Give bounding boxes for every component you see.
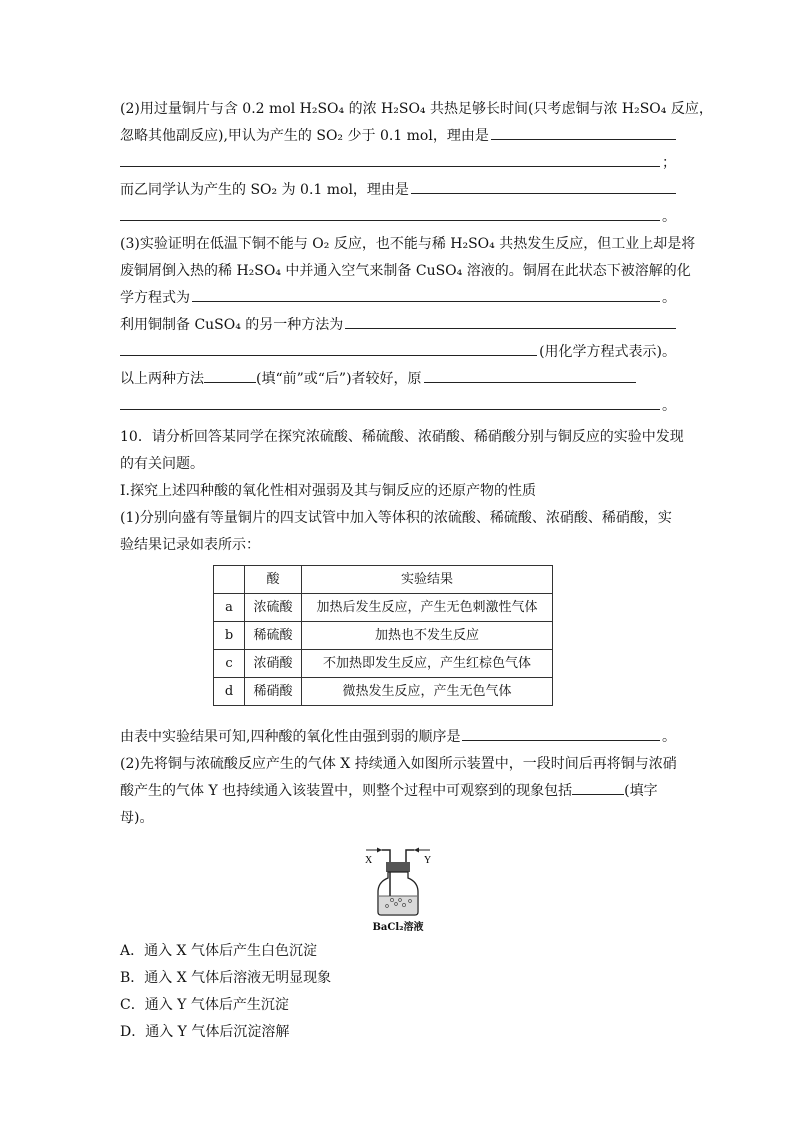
answer-blank[interactable] xyxy=(491,123,676,140)
figure-caption: BaCl₂溶液 xyxy=(372,922,424,933)
table-cell: b xyxy=(214,622,245,650)
q10-sub1-line-1: (1)分别向盛有等量铜片的四支试管中加入等体积的浓硫酸、稀硫酸、浓硝酸、稀硝酸，实 xyxy=(120,510,672,526)
table-row xyxy=(214,622,553,650)
option-d[interactable]: D．通入 Y 气体后沉淀溶解 xyxy=(120,1024,290,1040)
answer-blank[interactable] xyxy=(120,339,537,356)
table-cell: 加热也不发生反应 xyxy=(302,622,553,650)
answer-blank[interactable] xyxy=(462,724,660,741)
table-cell: d xyxy=(214,678,245,706)
q10-sub2-line-1: (2)先将铜与浓硫酸反应产生的气体 X 持续通入如图所示装置中，一段时间后再将铜与浓硝 xyxy=(120,756,677,772)
q10-conclusion: 由表中实验结果可知,四种酸的氧化性由强到弱的顺序是 。 xyxy=(120,724,676,751)
q3-line-6: 以上两种方法 (填“前”或“后”)者较好，原 xyxy=(120,366,676,393)
answer-blank[interactable] xyxy=(411,177,676,194)
answer-blank[interactable] xyxy=(120,150,660,167)
q2-line-3: ； xyxy=(120,150,676,177)
table-header-row xyxy=(214,566,553,594)
answer-blank[interactable] xyxy=(424,366,636,383)
table-cell: 稀硝酸 xyxy=(245,678,302,706)
q2-line-2: 忽略其他副反应),甲认为产生的 SO₂ 少于 0.1 mol，理由是 xyxy=(120,123,676,150)
q2-line-5: 。 xyxy=(120,204,676,231)
table-cell: a xyxy=(214,594,245,622)
q10-part1-title: Ⅰ.探究上述四种酸的氧化性相对强弱及其与铜反应的还原产物的性质 xyxy=(120,483,536,499)
q2-line-1: (2)用过量铜片与含 0.2 mol H₂SO₄ 的浓 H₂SO₄ 共热足够长时间(只考虑铜与浓 H₂SO₄ 反应， xyxy=(120,101,713,117)
table-cell: 不加热即发生反应，产生红棕色气体 xyxy=(302,650,553,678)
table-header xyxy=(214,566,245,594)
table-cell: c xyxy=(214,650,245,678)
q10-line-1: 10．请分析回答某同学在探究浓硫酸、稀硫酸、浓硝酸、稀硝酸分别与铜反应的实验中发现 xyxy=(120,429,684,445)
table-cell: 浓硝酸 xyxy=(245,650,302,678)
table-row xyxy=(214,678,553,706)
options-list xyxy=(120,938,676,1046)
option-b[interactable]: B．通入 X 气体后溶液无明显现象 xyxy=(120,970,332,986)
gas-washing-bottle-figure xyxy=(120,840,676,920)
table-cell: 加热后发生反应，产生无色刺激性气体 xyxy=(302,594,553,622)
answer-blank[interactable] xyxy=(120,204,660,221)
option-a[interactable]: A．通入 X 气体后产生白色沉淀 xyxy=(120,943,317,959)
q10-sub2-line-3: 母)。 xyxy=(120,810,154,826)
option-c[interactable]: C．通入 Y 气体后产生沉淀 xyxy=(120,997,289,1013)
gas-x-label: X xyxy=(365,855,373,866)
table-cell: 微热发生反应，产生无色气体 xyxy=(302,678,553,706)
q3-line-2: 废铜屑倒入热的稀 H₂SO₄ 中并通入空气来制备 CuSO₄ 溶液的。铜屑在此状态下被溶解的化 xyxy=(120,263,691,279)
q3-line-4: 利用铜制备 CuSO₄ 的另一种方法为 xyxy=(120,312,676,339)
gas-bottle-icon xyxy=(358,840,438,920)
table-header: 实验结果 xyxy=(302,566,553,594)
results-table xyxy=(213,565,553,706)
q10-sub2-line-2: 酸产生的气体 Y 也持续通入该装置中，则整个过程中可观察到的现象包括 (填字 xyxy=(120,778,676,805)
q10-line-2: 的有关问题。 xyxy=(120,456,204,472)
q10-sub1-line-2: 验结果记录如表所示： xyxy=(120,537,260,553)
answer-blank[interactable] xyxy=(572,778,624,795)
table-cell: 稀硫酸 xyxy=(245,622,302,650)
answer-blank[interactable] xyxy=(345,312,676,329)
table-header: 酸 xyxy=(245,566,302,594)
q2-line-4: 而乙同学认为产生的 SO₂ 为 0.1 mol，理由是 xyxy=(120,177,676,204)
answer-blank[interactable] xyxy=(204,366,256,383)
table-row xyxy=(214,594,553,622)
answer-blank[interactable] xyxy=(120,393,660,410)
table-cell: 浓硫酸 xyxy=(245,594,302,622)
q3-line-1: (3)实验证明在低温下铜不能与 O₂ 反应，也不能与稀 H₂SO₄ 共热发生反应，但工业上却是将 xyxy=(120,236,696,252)
q3-line-7: 。 xyxy=(120,393,676,420)
q3-line-3: 学方程式为 。 xyxy=(120,285,676,312)
q3-line-5: (用化学方程式表示)。 xyxy=(120,339,676,366)
gas-y-label: Y xyxy=(424,855,432,866)
table-row xyxy=(214,650,553,678)
worksheet xyxy=(120,96,713,1046)
answer-blank[interactable] xyxy=(192,285,660,302)
